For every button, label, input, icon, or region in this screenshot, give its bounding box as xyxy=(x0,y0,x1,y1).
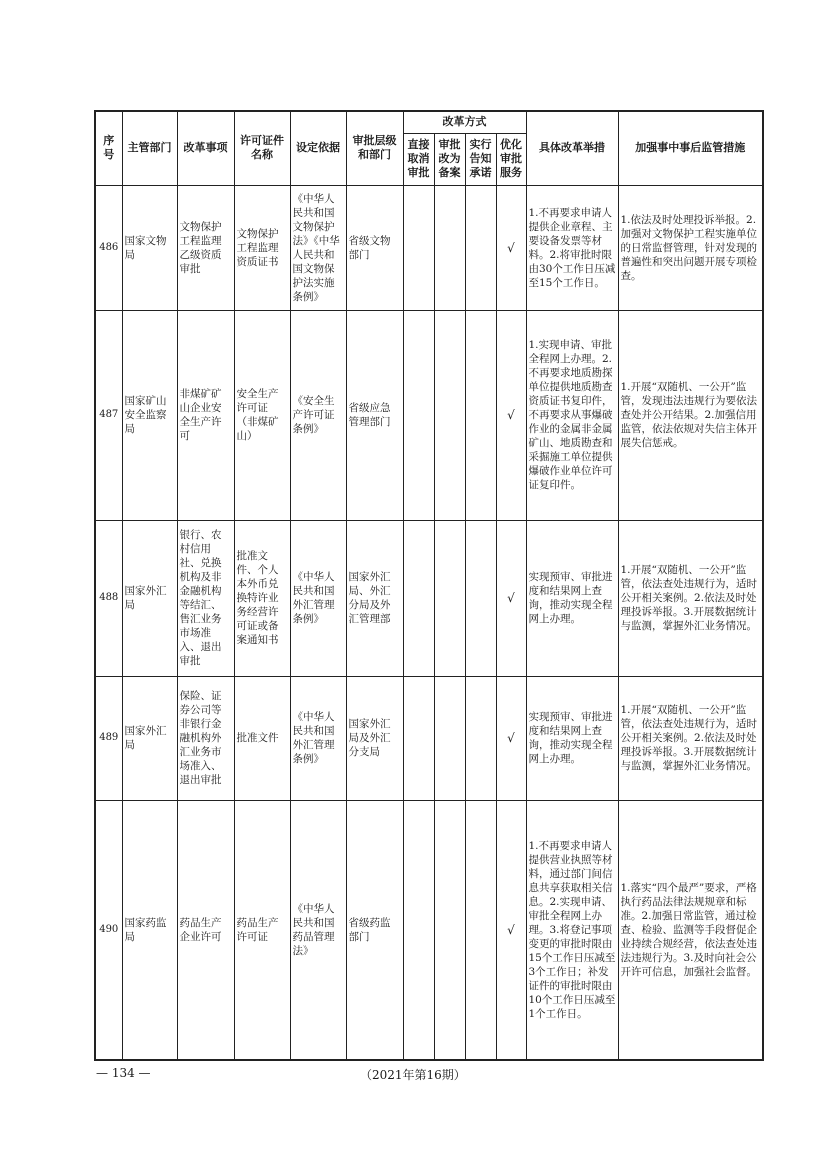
row-method-filing xyxy=(434,676,465,800)
row-license-name: 安全生产许可证（非煤矿山） xyxy=(234,310,290,520)
row-method-optimize-check: √ xyxy=(496,676,526,800)
header-method-commitment: 实行告知承诺 xyxy=(465,133,496,185)
row-license-name: 药品生产许可证 xyxy=(234,800,290,1060)
table-row xyxy=(95,185,763,310)
row-level: 省级药监部门 xyxy=(346,800,403,1060)
table-row xyxy=(95,310,763,520)
row-method-commitment xyxy=(465,676,496,800)
row-department: 国家外汇局 xyxy=(122,676,177,800)
table-header xyxy=(95,111,763,185)
row-index: 486 xyxy=(95,185,122,310)
header-basis: 设定依据 xyxy=(290,111,346,185)
row-item: 文物保护工程监理乙级资质审批 xyxy=(177,185,234,310)
row-department: 国家药监局 xyxy=(122,800,177,1060)
row-department: 国家矿山安全监察局 xyxy=(122,310,177,520)
row-method-commitment xyxy=(465,800,496,1060)
row-method-optimize-check: √ xyxy=(496,520,526,676)
table-row xyxy=(95,800,763,1060)
header-method-cancel: 直接取消审批 xyxy=(403,133,434,185)
row-method-cancel xyxy=(403,800,434,1060)
row-method-filing xyxy=(434,800,465,1060)
row-level: 国家外汇局及外汇分支局 xyxy=(346,676,403,800)
table-row xyxy=(95,676,763,800)
row-level: 省级文物部门 xyxy=(346,185,403,310)
row-basis: 《中华人民共和国外汇管理条例》 xyxy=(290,520,346,676)
row-index: 488 xyxy=(95,520,122,676)
row-item: 保险、证券公司等非银行金融机构外汇业务市场准入、退出审批 xyxy=(177,676,234,800)
table-body xyxy=(95,185,763,1060)
row-index: 487 xyxy=(95,310,122,520)
row-method-commitment xyxy=(465,185,496,310)
header-method-optimize: 优化审批服务 xyxy=(496,133,526,185)
row-level: 省级应急管理部门 xyxy=(346,310,403,520)
row-supervision: 1.开展“双随机、一公开”监管，发现违法违规行为要依法查处并公开结果。2.加强信用监管，依法依规对失信主体开展失信惩戒。 xyxy=(618,310,763,520)
row-supervision: 1.落实“四个最严”要求，严格执行药品法律法规规章和标准。2.加强日常监管，通过检查、检验、监测等手段督促企业持续合规经营，依法查处违法违规行为。3.及时向社会公开许可信息，加强社会监督。 xyxy=(618,800,763,1060)
page-number: — 134 — xyxy=(96,1066,151,1080)
row-method-commitment xyxy=(465,520,496,676)
row-item: 药品生产企业许可 xyxy=(177,800,234,1060)
header-item: 改革事项 xyxy=(177,111,234,185)
table-row xyxy=(95,520,763,676)
row-basis: 《中华人民共和国药品管理法》 xyxy=(290,800,346,1060)
row-index: 490 xyxy=(95,800,122,1060)
row-measures: 实现预审、审批进度和结果网上查询，推动实现全程网上办理。 xyxy=(526,520,618,676)
row-method-optimize-check: √ xyxy=(496,800,526,1060)
header-index: 序号 xyxy=(95,111,122,185)
row-method-cancel xyxy=(403,520,434,676)
policy-table-container xyxy=(94,110,762,1061)
row-level: 国家外汇局、外汇分局及外汇管理部 xyxy=(346,520,403,676)
row-method-optimize-check: √ xyxy=(496,310,526,520)
row-method-cancel xyxy=(403,185,434,310)
row-method-filing xyxy=(434,520,465,676)
row-method-optimize-check: √ xyxy=(496,185,526,310)
row-measures: 1.实现申请、审批全程网上办理。2.不再要求地质勘探单位提供地质勘查资质证书复印件，不再要求从事爆破作业的金属非金属矿山、地质勘查和采掘施工单位提供爆破作业单位许可证复印件。 xyxy=(526,310,618,520)
row-method-commitment xyxy=(465,310,496,520)
row-supervision: 1.依法及时处理投诉举报。2.加强对文物保护工程实施单位的日常监督管理，针对发现的普遍性和突出问题开展专项检查。 xyxy=(618,185,763,310)
row-department: 国家文物局 xyxy=(122,185,177,310)
row-basis: 《中华人民共和国外汇管理条例》 xyxy=(290,676,346,800)
issue-label: （2021年第16期） xyxy=(360,1068,466,1082)
row-license-name: 文物保护工程监理资质证书 xyxy=(234,185,290,310)
row-license-name: 批准文件、个人本外币兑换特许业务经营许可证或备案通知书 xyxy=(234,520,290,676)
row-method-filing xyxy=(434,310,465,520)
row-department: 国家外汇局 xyxy=(122,520,177,676)
row-method-cancel xyxy=(403,676,434,800)
row-method-cancel xyxy=(403,310,434,520)
header-supervision: 加强事中事后监管措施 xyxy=(618,111,763,185)
row-measures: 1.不再要求申请人提供企业章程、主要设备发票等材料。2.将审批时限由30个工作日压减至15个工作日。 xyxy=(526,185,618,310)
header-method-filing: 审批改为备案 xyxy=(434,133,465,185)
row-item: 银行、农村信用社、兑换机构及非金融机构等结汇、售汇业务市场准入、退出审批 xyxy=(177,520,234,676)
row-item: 非煤矿矿山企业安全生产许可 xyxy=(177,310,234,520)
row-basis: 《中华人民共和国文物保护法》《中华人民共和国文物保护法实施条例》 xyxy=(290,185,346,310)
header-license-name: 许可证件名称 xyxy=(234,111,290,185)
row-basis: 《安全生产许可证条例》 xyxy=(290,310,346,520)
header-methods: 改革方式 xyxy=(403,111,526,133)
row-license-name: 批准文件 xyxy=(234,676,290,800)
row-measures: 实现预审、审批进度和结果网上查询，推动实现全程网上办理。 xyxy=(526,676,618,800)
row-method-filing xyxy=(434,185,465,310)
row-supervision: 1.开展“双随机、一公开”监管，依法查处违规行为，适时公开相关案例。2.依法及时处理投诉举报。3.开展数据统计与监测，掌握外汇业务情况。 xyxy=(618,676,763,800)
header-department: 主管部门 xyxy=(122,111,177,185)
row-index: 489 xyxy=(95,676,122,800)
row-supervision: 1.开展“双随机、一公开”监管，依法查处违规行为，适时公开相关案例。2.依法及时处理投诉举报。3.开展数据统计与监测，掌握外汇业务情况。 xyxy=(618,520,763,676)
header-level: 审批层级和部门 xyxy=(346,111,403,185)
header-measures: 具体改革举措 xyxy=(526,111,618,185)
reform-items-table xyxy=(94,110,764,1061)
row-measures: 1.不再要求申请人提供营业执照等材料，通过部门间信息共享获取相关信息。2.实现申请、审批全程网上办理。3.将登记事项变更的审批时限由15个工作日压减至3个工作日；补发证件的审批时限由10个工作日压减至1个工作日。 xyxy=(526,800,618,1060)
